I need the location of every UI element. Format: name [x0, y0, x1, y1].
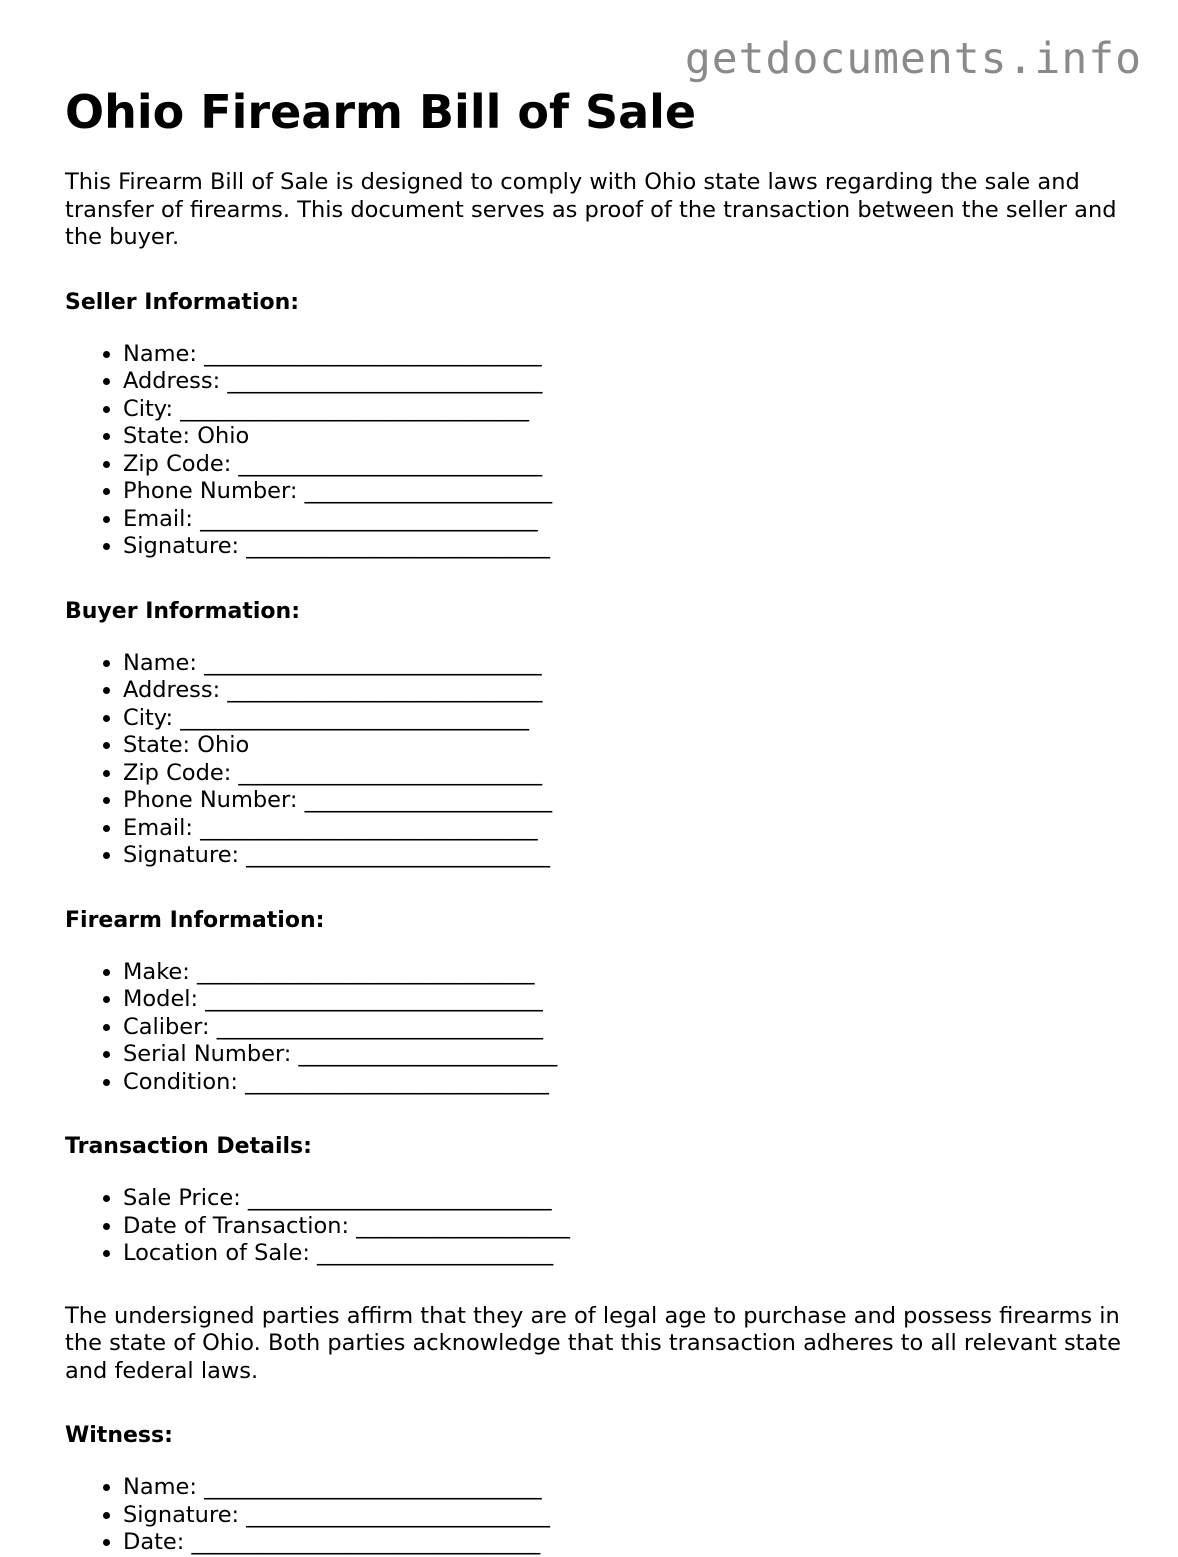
firearm-condition-field: • Condition: ___________________________ — [123, 1069, 1125, 1097]
buyer-heading: Buyer Information: — [65, 598, 300, 624]
firearm-make-field: • Make: ______________________________ — [123, 959, 1125, 987]
buyer-state-field: • State: Ohio — [123, 732, 1125, 760]
witness-date-field: • Date: _______________________________ — [123, 1529, 1125, 1557]
firearm-serial-field: • Serial Number: _______________________ — [123, 1041, 1125, 1069]
seller-heading: Seller Information: — [65, 289, 300, 315]
buyer-field-list — [65, 650, 1125, 870]
seller-email-field: • Email: ______________________________ — [123, 506, 1125, 534]
transaction-date-field: • Date of Transaction: ___________________ — [123, 1213, 1125, 1241]
buyer-phone-field: • Phone Number: ______________________ — [123, 787, 1125, 815]
intro-paragraph: This Firearm Bill of Sale is designed to comply with Ohio state laws regarding the sale and transfer of firearms. This document serves as proof of the transaction between the seller and the buyer. — [65, 169, 1117, 250]
witness-signature-field: • Signature: ___________________________ — [123, 1502, 1125, 1530]
document-title: Ohio Firearm Bill of Sale — [65, 85, 697, 139]
seller-city-field: • City: _______________________________ — [123, 396, 1125, 424]
firearm-heading: Firearm Information: — [65, 907, 325, 933]
seller-phone-field: • Phone Number: ______________________ — [123, 478, 1125, 506]
buyer-address-field: • Address: ____________________________ — [123, 677, 1125, 705]
sale-location-field: • Location of Sale: _____________________ — [123, 1240, 1125, 1268]
seller-signature-field: • Signature: ___________________________ — [123, 533, 1125, 561]
buyer-zip-field: • Zip Code: ___________________________ — [123, 760, 1125, 788]
seller-state-field: • State: Ohio — [123, 423, 1125, 451]
witness-field-list — [65, 1474, 1125, 1557]
transaction-heading: Transaction Details: — [65, 1134, 312, 1159]
seller-name-field: • Name: ______________________________ — [123, 341, 1125, 369]
seller-field-list — [65, 341, 1125, 561]
seller-address-field: • Address: ____________________________ — [123, 368, 1125, 396]
seller-zip-field: • Zip Code: ___________________________ — [123, 451, 1125, 479]
buyer-name-field: • Name: ______________________________ — [123, 650, 1125, 678]
witness-name-field: • Name: ______________________________ — [123, 1474, 1125, 1502]
affirmation-paragraph: The undersigned parties affirm that they are of legal age to purchase and possess firearms in the state of Ohio. Both parties acknowledge that this transaction adheres to all relevant state and federal laws. — [65, 1302, 1121, 1384]
sale-price-field: • Sale Price: ___________________________ — [123, 1185, 1125, 1213]
firearm-caliber-field: • Caliber: _____________________________ — [123, 1014, 1125, 1042]
firearm-field-list — [65, 959, 1125, 1097]
buyer-signature-field: • Signature: ___________________________ — [123, 842, 1125, 870]
transaction-field-list — [65, 1185, 1125, 1268]
firearm-model-field: • Model: ______________________________ — [123, 986, 1125, 1014]
buyer-email-field: • Email: ______________________________ — [123, 815, 1125, 843]
document-page — [65, 86, 1125, 1557]
buyer-city-field: • City: _______________________________ — [123, 705, 1125, 733]
witness-heading: Witness: — [65, 1423, 173, 1448]
watermark: getdocuments.info — [684, 34, 1142, 84]
